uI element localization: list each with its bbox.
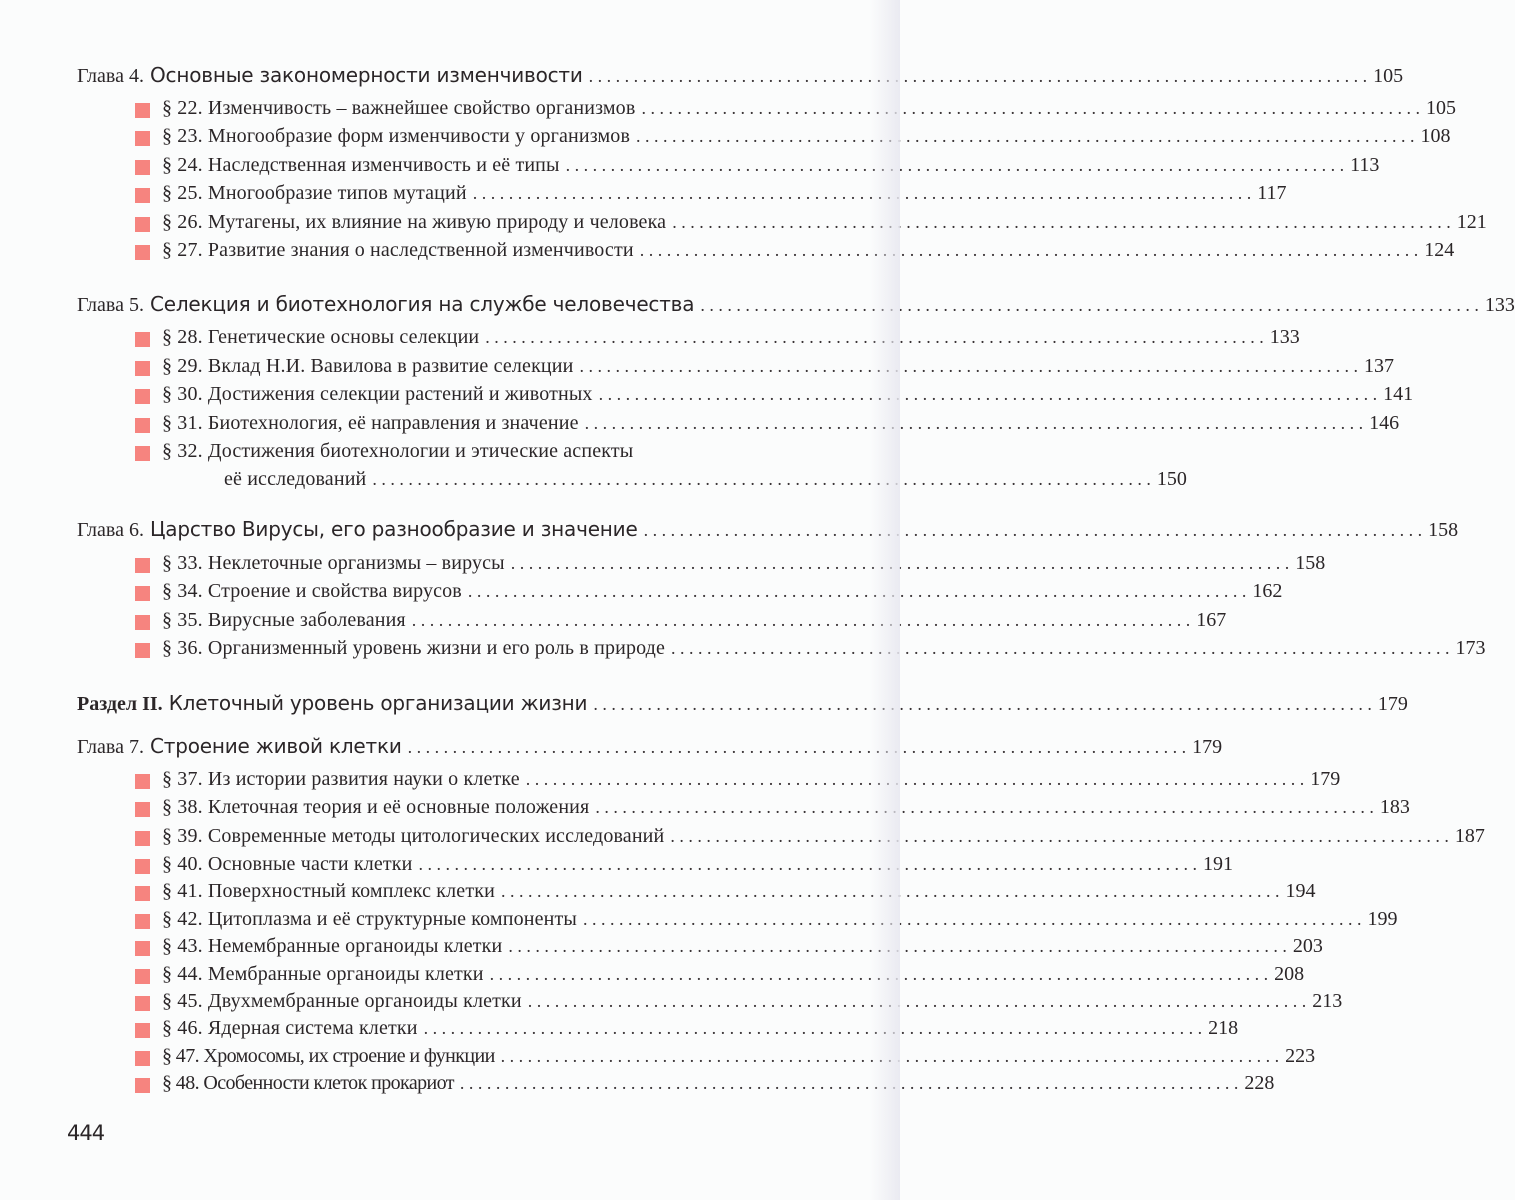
page-reference: 179 [1310, 768, 1341, 790]
dot-leader [490, 964, 1269, 985]
page-reference: 199 [1367, 908, 1398, 930]
square-bullet-icon [135, 188, 150, 203]
dot-leader [485, 327, 1264, 348]
page-reference: 173 [1455, 637, 1486, 659]
chapter-label: Глава 6. [77, 519, 144, 541]
dot-leader [460, 1073, 1239, 1094]
page-reference: 137 [1364, 355, 1394, 377]
section-title: § 44. Мембранные органоиды клетки [162, 963, 484, 985]
part-label: Раздел II. [77, 693, 163, 715]
page-reference: 117 [1257, 182, 1287, 204]
square-bullet-icon [135, 332, 150, 347]
toc-section[interactable] [0, 1045, 1316, 1073]
square-bullet-icon [135, 245, 150, 260]
toc-chapter[interactable] [0, 63, 1404, 91]
dot-leader [636, 126, 1415, 147]
section-title: § 47. Хромосомы, их строение и функции [162, 1045, 495, 1067]
section-title: § 42. Цитоплазма и её структурные компоненты [162, 908, 577, 930]
chapter-label: Глава 7. [77, 736, 144, 758]
square-bullet-icon [135, 802, 150, 817]
page-reference: 133 [1269, 326, 1300, 348]
dot-leader [372, 469, 1151, 490]
toc-section[interactable] [0, 853, 1234, 881]
section-title: § 28. Генетические основы селекции [162, 326, 480, 348]
square-bullet-icon [135, 859, 150, 874]
toc-section[interactable] [0, 580, 1283, 608]
page-reference: 228 [1244, 1072, 1275, 1094]
section-title: § 38. Клеточная теория и её основные положения [162, 796, 590, 818]
square-bullet-icon [135, 615, 150, 630]
toc-section[interactable] [0, 182, 1287, 210]
dot-leader [566, 155, 1345, 176]
dot-leader [412, 610, 1191, 631]
dot-leader [508, 936, 1287, 957]
dot-leader [419, 854, 1198, 875]
page-reference: 203 [1292, 935, 1323, 957]
page-reference: 213 [1312, 990, 1343, 1012]
toc-section[interactable] [0, 211, 1487, 239]
section-title: § 24. Наследственная изменчивость и её типы [162, 154, 560, 176]
page-reference: 105 [1425, 97, 1456, 119]
square-bullet-icon [135, 941, 150, 956]
square-bullet-icon [135, 389, 150, 404]
dot-leader [424, 1018, 1203, 1039]
page-reference: 167 [1196, 609, 1227, 631]
section-title: § 23. Многообразие форм изменчивости у организмов [162, 125, 631, 147]
section-title: § 29. Вклад Н.И. Вавилова в развитие селекции [162, 355, 574, 377]
square-bullet-icon [135, 774, 150, 789]
section-title: § 36. Организменный уровень жизни и его роль в природе [162, 637, 666, 659]
square-bullet-icon [135, 103, 150, 118]
section-title: § 40. Основные части клетки [162, 853, 413, 875]
section-title: § 34. Строение и свойства вирусов [162, 580, 462, 602]
dot-leader [501, 1046, 1280, 1067]
section-title: § 35. Вирусные заболевания [162, 609, 406, 631]
toc-section[interactable] [0, 935, 1323, 963]
dot-leader [526, 769, 1305, 790]
square-bullet-icon [135, 1023, 150, 1038]
chapter-title: Строение живой клетки [149, 734, 402, 758]
square-bullet-icon [135, 1051, 150, 1066]
chapter-label: Глава 5. [77, 294, 144, 316]
section-title: § 37. Из истории развития науки о клетке [162, 768, 520, 790]
toc-section[interactable] [0, 239, 1455, 267]
square-bullet-icon [135, 558, 150, 573]
toc-section[interactable] [0, 768, 1341, 796]
dot-leader [593, 694, 1372, 715]
square-bullet-icon [135, 914, 150, 929]
toc-section[interactable] [0, 125, 1451, 153]
section-title: § 33. Неклеточные организмы – вирусы [162, 552, 505, 574]
dot-leader [672, 212, 1451, 233]
section-title: § 26. Мутагены, их влияние на живую природу и человека [162, 211, 667, 233]
dot-leader [589, 66, 1368, 87]
section-title: § 30. Достижения селекции растений и животных [162, 383, 593, 405]
toc-section[interactable] [0, 963, 1305, 991]
dot-leader [501, 881, 1280, 902]
toc-section[interactable] [0, 154, 1380, 182]
page-reference: 158 [1428, 519, 1459, 541]
toc-section[interactable] [0, 609, 1227, 637]
square-bullet-icon [135, 217, 150, 232]
dot-leader [408, 737, 1187, 758]
page-reference: 179 [1192, 736, 1223, 758]
page-reference: 158 [1295, 552, 1326, 574]
dot-leader [511, 553, 1290, 574]
section-title: § 32. Достижения биотехнологии и этические аспекты [162, 440, 634, 462]
section-title: § 31. Биотехнология, её направления и значение [162, 412, 579, 434]
chapter-title: Царство Вирусы, его разнообразие и значение [149, 517, 638, 541]
page-reference: 208 [1274, 963, 1305, 985]
page-reference: 187 [1454, 825, 1485, 847]
toc-section[interactable] [0, 97, 1456, 125]
square-bullet-icon [135, 131, 150, 146]
square-bullet-icon [135, 418, 150, 433]
dot-leader [468, 581, 1247, 602]
chapter-label: Глава 4. [77, 65, 144, 87]
dot-leader [595, 797, 1374, 818]
section-title: § 48. Особенности клеток прокариот [162, 1072, 454, 1094]
toc-section[interactable] [0, 637, 1486, 665]
section-title: § 25. Многообразие типов мутаций [162, 182, 467, 204]
dot-leader [644, 520, 1423, 541]
square-bullet-icon [135, 160, 150, 175]
square-bullet-icon [135, 586, 150, 601]
toc-section[interactable] [0, 880, 1316, 908]
square-bullet-icon [135, 969, 150, 984]
dot-leader [473, 183, 1252, 204]
page-reference: 133 [1484, 294, 1515, 316]
dot-leader [700, 295, 1479, 316]
dot-leader [640, 240, 1419, 261]
section-title: § 43. Немембранные органоиды клетки [162, 935, 503, 957]
toc-section[interactable] [0, 412, 1400, 440]
square-bullet-icon [135, 446, 150, 461]
toc-section[interactable] [0, 825, 1485, 853]
square-bullet-icon [135, 831, 150, 846]
toc-section[interactable] [0, 326, 1300, 354]
toc-chapter[interactable] [0, 292, 1515, 320]
toc-section-continuation[interactable] [0, 468, 1187, 496]
page-reference: 191 [1203, 853, 1234, 875]
section-title: § 45. Двухмембранные органоиды клетки [162, 990, 522, 1012]
page-reference: 194 [1285, 880, 1316, 902]
page-reference: 162 [1252, 580, 1283, 602]
dot-leader [528, 991, 1307, 1012]
page-reference: 108 [1420, 125, 1451, 147]
page-reference: 179 [1377, 693, 1408, 715]
toc-section[interactable] [0, 990, 1343, 1018]
section-title: § 41. Поверхностный комплекс клетки [162, 880, 495, 902]
toc-chapter[interactable] [0, 517, 1459, 545]
page-reference: 150 [1156, 468, 1187, 490]
page-reference: 218 [1208, 1017, 1239, 1039]
page-reference: 105 [1373, 65, 1404, 87]
section-title: § 22. Изменчивость – важнейшее свойство организмов [162, 97, 636, 119]
dot-leader [671, 638, 1450, 659]
page-reference: 121 [1456, 211, 1487, 233]
part-title: Клеточный уровень организации жизни [168, 691, 588, 715]
toc-section[interactable] [0, 383, 1414, 411]
section-title: её исследований [224, 468, 367, 490]
page-number: 444 [67, 1121, 105, 1145]
toc-section[interactable] [0, 552, 1326, 580]
page-reference: 141 [1383, 383, 1414, 405]
toc-section[interactable] [0, 908, 1398, 936]
page-reference: 146 [1369, 412, 1400, 434]
square-bullet-icon [135, 361, 150, 376]
section-title: § 39. Современные методы цитологических исследований [162, 825, 665, 847]
square-bullet-icon [135, 643, 150, 658]
toc-section[interactable] [0, 1072, 1275, 1100]
dot-leader [641, 98, 1420, 119]
square-bullet-icon [135, 1078, 150, 1093]
toc-section[interactable] [0, 1017, 1239, 1045]
square-bullet-icon [135, 996, 150, 1011]
dot-leader [583, 909, 1362, 930]
toc-section[interactable] [0, 440, 1035, 468]
chapter-title: Основные закономерности изменчивости [149, 63, 583, 87]
toc-section[interactable] [0, 796, 1410, 824]
dot-leader [670, 826, 1449, 847]
page-reference: 183 [1379, 796, 1410, 818]
page-reference: 124 [1424, 239, 1455, 261]
dot-leader [599, 384, 1378, 405]
toc-section[interactable] [0, 355, 1394, 383]
dot-leader [585, 413, 1364, 434]
page-reference: 223 [1285, 1045, 1316, 1067]
dot-leader [580, 356, 1359, 377]
section-title: § 46. Ядерная система клетки [162, 1017, 418, 1039]
page-reference: 113 [1350, 154, 1380, 176]
square-bullet-icon [135, 886, 150, 901]
section-title: § 27. Развитие знания о наследственной изменчивости [162, 239, 634, 261]
toc-chapter[interactable] [0, 734, 1223, 762]
chapter-title: Селекция и биотехнология на службе человечества [149, 292, 695, 316]
toc-part[interactable] [0, 691, 1408, 719]
